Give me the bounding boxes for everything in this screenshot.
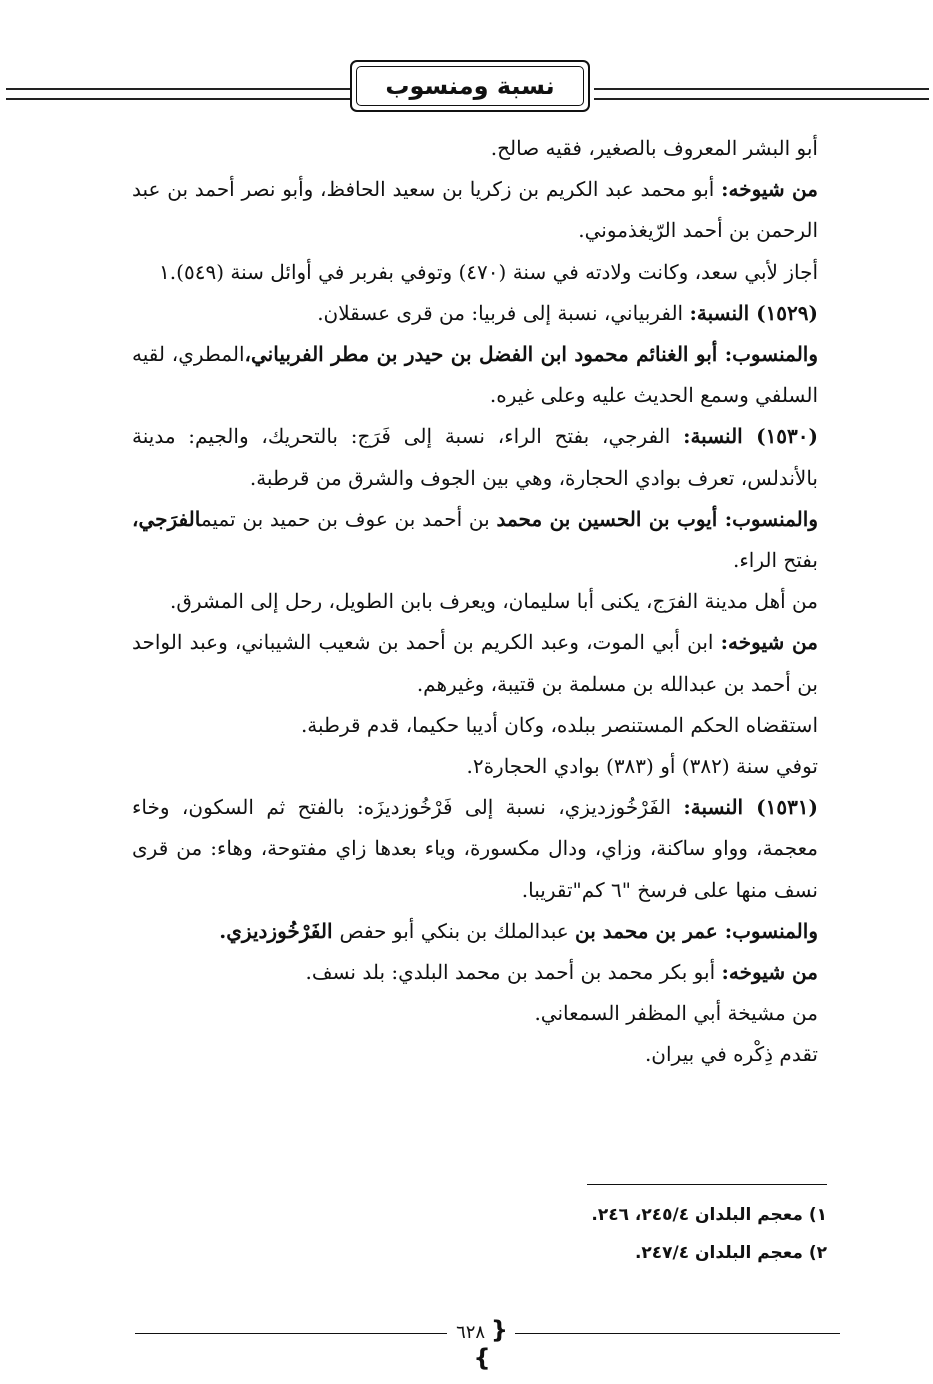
header-rule-right xyxy=(594,88,929,100)
footnote: ١) معجم البلدان ٢٤٥/٤، ٢٤٦. xyxy=(591,1205,827,1225)
paragraph-text: الفَرْخُوزديزي، نسبة إلى فَرْخُوزديزَه: بالفتح ثم السكون، وخاء معجمة، وواو ساكنة، وزاي، ودال مكسورة، وياء بعدها زاي مفتوحة، وهاء: من قرى نسف منها على فرسخ "٦ كم"تقريبا. xyxy=(132,795,818,902)
section-label: والمنسوب: xyxy=(724,342,819,367)
footnotes xyxy=(400,1196,827,1272)
paragraph xyxy=(132,293,818,334)
paragraph-text: من أهل مدينة الفرَج، يكنى أبا سليمان، ويعرف بابن الطويل، رحل إلى المشرق. xyxy=(169,589,818,614)
section-label: من شيوخه: xyxy=(721,960,818,985)
entry-label: (١٥٣٠) النسبة: xyxy=(683,424,818,449)
paragraph-text: ابن أبي الموت، وعبد الكريم بن أحمد بن شعيب الشيباني، وعبد الواحد بن أحمد بن عبدالله بن مسلمة بن قتيبة، وغيرهم. xyxy=(132,630,818,696)
paragraph-text: بن أحمد بن عوف بن حميد بن تميم xyxy=(200,506,497,531)
entry-label: (١٥٣١) النسبة: xyxy=(683,795,819,820)
paragraph-text: عبدالملك بن بنكي أبو حفص xyxy=(339,918,576,943)
paragraph-text: بفتح الراء. xyxy=(733,548,818,573)
paragraph xyxy=(132,993,818,1034)
section-label: والمنسوب: xyxy=(724,506,818,531)
header-rule-left xyxy=(6,88,350,100)
paragraph-text: أبو البشر المعروف بالصغير، فقيه صالح. xyxy=(490,136,818,160)
paragraph-text: تقدم ذِكْره في بيران. xyxy=(644,1042,818,1067)
entry-label: (١٥٢٩) النسبة: xyxy=(689,300,818,325)
paragraph xyxy=(132,1034,818,1075)
paragraph-text: استقضاه الحكم المستنصر ببلده، وكان أديبا حكيما، قدم قرطبة. xyxy=(300,712,818,737)
paragraph-text: أبو بكر محمد بن أحمد بن محمد البلدي: بلد نسف. xyxy=(305,960,722,985)
section-label: من شيوخه: xyxy=(720,630,818,655)
paragraph xyxy=(132,499,818,581)
paragraph-text: المطري، لقيه السلفي وسمع الحديث عليه وعلى غيره. xyxy=(132,342,818,408)
paragraph-text: من مشيخة أبي المظفر السمعاني. xyxy=(534,1001,818,1026)
paragraph-text: أبو محمد عبد الكريم بن زكريا بن سعيد الحافظ، وأبو نصر أحمد بن عبد الرحمن بن أحمد الرّيغذموني. xyxy=(132,177,818,243)
main-text xyxy=(132,128,818,1076)
page-number xyxy=(452,1316,512,1372)
section-label: والمنسوب: xyxy=(724,918,818,943)
paragraph xyxy=(132,416,818,498)
brace-glyph: { xyxy=(490,1316,508,1344)
footnote-separator xyxy=(587,1184,827,1185)
person-name: أبو الغنائم محمود ابن الفضل بن حيدر بن مطر الفربياني، xyxy=(244,342,725,367)
paragraph-text: الفرجي، بفتح الراء، نسبة إلى فَرَج: بالتحريك، والجيم: مدينة بالأندلس، تعرف بوادي الحجارة، وهي بين الجوف والشرق من قرطبة. xyxy=(132,424,818,490)
paragraph xyxy=(132,334,818,416)
page-title: نسبة ومنسوب xyxy=(385,72,555,100)
paragraph xyxy=(132,787,818,911)
paragraph xyxy=(132,911,818,952)
paragraph xyxy=(132,581,818,622)
paragraph xyxy=(132,128,818,169)
paragraph xyxy=(132,952,818,993)
paragraph-text: الفربياني، نسبة إلى فربيا: من قرى عسقلان. xyxy=(317,300,690,325)
paragraph xyxy=(132,705,818,746)
footnote: ٢) معجم البلدان ٢٤٧/٤. xyxy=(634,1243,827,1263)
footer-rule-left xyxy=(135,1333,447,1334)
nisba-name: الفرَجي، xyxy=(132,506,201,531)
nisba-name: الفَرْخُوزديزي. xyxy=(219,918,340,943)
section-label: من شيوخه: xyxy=(721,177,818,202)
paragraph-text: توفي سنة (٣٨٢) أو (٣٨٣) بوادي الحجارة٢. xyxy=(466,754,818,779)
paragraph xyxy=(132,252,818,293)
person-name: عمر بن محمد بن xyxy=(575,918,725,943)
page-number-text: ٦٢٨ xyxy=(456,1322,486,1343)
paragraph xyxy=(132,622,818,704)
brace-glyph: } xyxy=(473,1344,491,1372)
header-title-box xyxy=(350,60,590,112)
person-name: أيوب بن الحسين بن محمد xyxy=(496,506,725,531)
paragraph xyxy=(132,746,818,787)
paragraph-text: أجاز لأبي سعد، وكانت ولادته في سنة (٤٧٠) وتوفي بفربر في أوائل سنة (٥٤٩).١ xyxy=(159,259,818,284)
footer-rule-right xyxy=(515,1333,840,1334)
paragraph xyxy=(132,169,818,251)
